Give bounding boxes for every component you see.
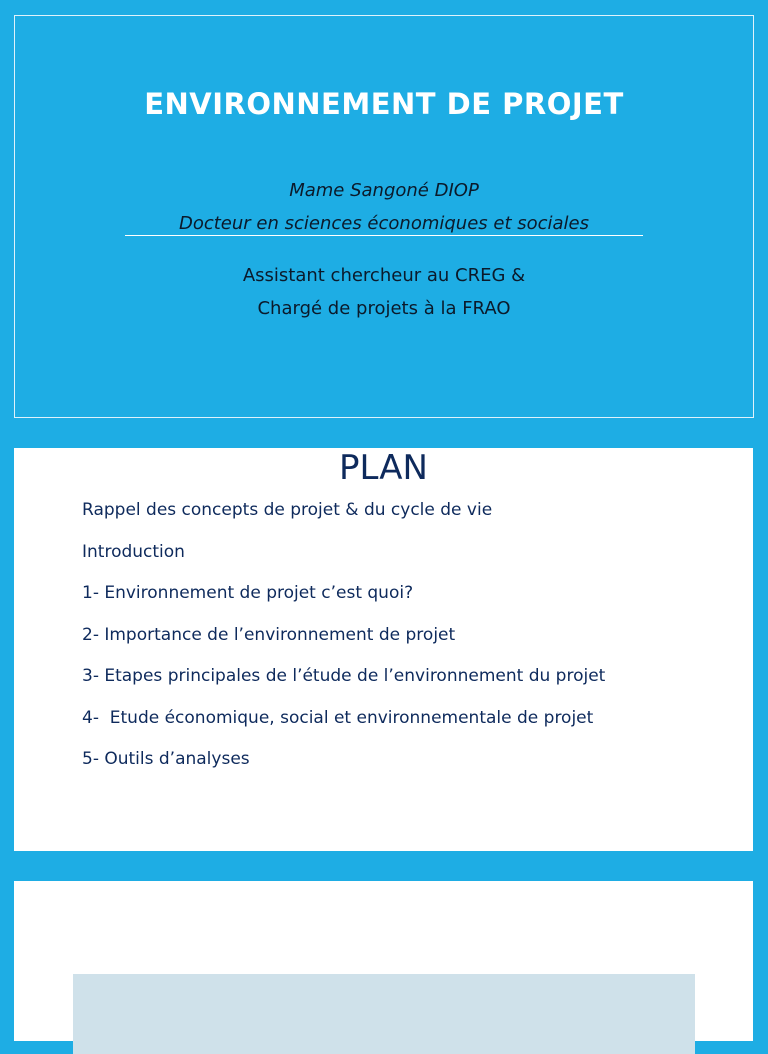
title-slide bbox=[14, 15, 754, 418]
author-roles bbox=[15, 259, 753, 325]
plan-item: 4- Etude économique, social et environnementale de projet bbox=[82, 707, 594, 728]
role-line-1: Assistant chercheur au CREG & bbox=[242, 265, 526, 286]
plan-item: Rappel des concepts de projet & du cycle de vie bbox=[82, 500, 493, 520]
plan-title: PLAN bbox=[339, 448, 428, 488]
role-line-2: Chargé de projets à la FRAO bbox=[257, 298, 511, 319]
plan-item: 5- Outils d’analyses bbox=[82, 749, 250, 769]
next-slide-partial bbox=[14, 881, 753, 1041]
title-divider bbox=[125, 235, 643, 236]
author-block bbox=[15, 174, 753, 240]
plan-slide bbox=[14, 448, 753, 851]
plan-item: 2- Importance de l’environnement de projet bbox=[82, 624, 456, 645]
plan-list bbox=[82, 497, 605, 788]
plan-item: Introduction bbox=[82, 541, 185, 562]
plan-item: 3- Etapes principales de l’étude de l’environnement du projet bbox=[82, 666, 606, 686]
content-placeholder-box bbox=[73, 974, 695, 1054]
presentation-title: ENVIRONNEMENT DE PROJET bbox=[144, 87, 624, 121]
plan-item: 1- Environnement de projet c’est quoi? bbox=[82, 583, 414, 603]
author-name: Mame Sangoné DIOP bbox=[289, 180, 479, 201]
author-degree: Docteur en sciences économiques et sociales bbox=[178, 213, 590, 234]
